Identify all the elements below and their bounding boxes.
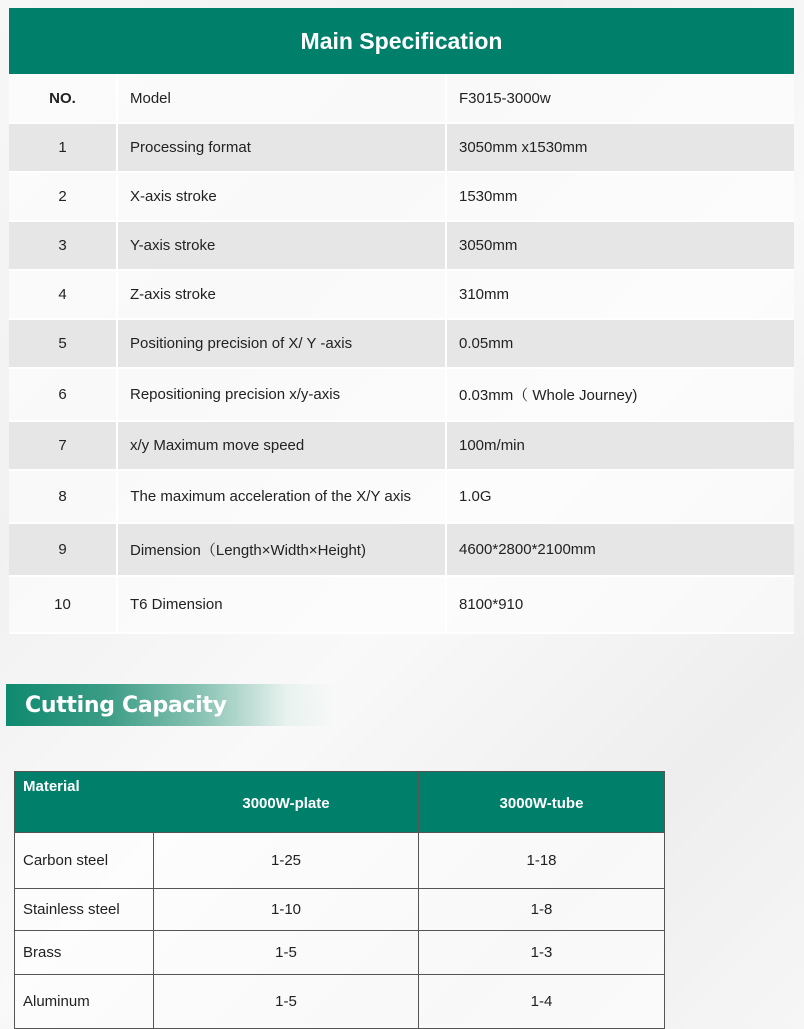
capacity-material: Aluminum xyxy=(15,975,154,1029)
spec-row xyxy=(9,421,794,470)
spec-no: 9 xyxy=(9,523,117,576)
capacity-row xyxy=(15,975,665,1029)
spec-header-no: NO. xyxy=(9,74,117,123)
spec-no: 10 xyxy=(9,576,117,633)
main-specification-table xyxy=(9,74,794,634)
spec-value: 1530mm xyxy=(446,172,794,221)
spec-row xyxy=(9,319,794,368)
cutting-capacity-banner xyxy=(6,684,336,726)
spec-no: 7 xyxy=(9,421,117,470)
cutting-capacity-title: Cutting Capacity xyxy=(25,692,227,718)
spec-row xyxy=(9,172,794,221)
capacity-material: Carbon steel xyxy=(15,833,154,889)
spec-item: Processing format xyxy=(117,123,446,172)
spec-value: 3050mm x1530mm xyxy=(446,123,794,172)
spec-no: 6 xyxy=(9,368,117,421)
spec-no: 4 xyxy=(9,270,117,319)
capacity-header-tube: 3000W-tube xyxy=(419,772,665,833)
spec-value: 4600*2800*2100mm xyxy=(446,523,794,576)
spec-no: 3 xyxy=(9,221,117,270)
spec-header-row xyxy=(9,74,794,123)
spec-value: 8100*910 xyxy=(446,576,794,633)
main-specification-title: Main Specification xyxy=(9,8,794,74)
capacity-material: Brass xyxy=(15,931,154,975)
spec-item: Positioning precision of X/ Y -axis xyxy=(117,319,446,368)
spec-value: 0.03mm（ Whole Journey) xyxy=(446,368,794,421)
spec-row xyxy=(9,221,794,270)
capacity-tube: 1-4 xyxy=(419,975,665,1029)
capacity-tube: 1-8 xyxy=(419,889,665,931)
spec-item: x/y Maximum move speed xyxy=(117,421,446,470)
capacity-header-material: Material xyxy=(15,772,154,833)
spec-header-item: Model xyxy=(117,74,446,123)
capacity-material: Stainless steel xyxy=(15,889,154,931)
capacity-header-row xyxy=(15,772,665,833)
spec-item: The maximum acceleration of the X/Y axis xyxy=(117,470,446,523)
spec-item: X-axis stroke xyxy=(117,172,446,221)
spec-value: 100m/min xyxy=(446,421,794,470)
spec-row xyxy=(9,270,794,319)
capacity-plate: 1-5 xyxy=(154,931,419,975)
capacity-plate: 1-25 xyxy=(154,833,419,889)
spec-item: Dimension（Length×Width×Height) xyxy=(117,523,446,576)
cutting-capacity-table xyxy=(14,771,665,1029)
spec-value: 3050mm xyxy=(446,221,794,270)
spec-item: Y-axis stroke xyxy=(117,221,446,270)
spec-item: Z-axis stroke xyxy=(117,270,446,319)
spec-no: 8 xyxy=(9,470,117,523)
spec-row xyxy=(9,368,794,421)
capacity-plate: 1-10 xyxy=(154,889,419,931)
spec-row xyxy=(9,523,794,576)
spec-no: 5 xyxy=(9,319,117,368)
spec-value: 310mm xyxy=(446,270,794,319)
capacity-header-plate: 3000W-plate xyxy=(154,772,419,833)
capacity-tube: 1-3 xyxy=(419,931,665,975)
capacity-tube: 1-18 xyxy=(419,833,665,889)
spec-row xyxy=(9,123,794,172)
spec-row xyxy=(9,470,794,523)
main-specification-section xyxy=(9,8,794,634)
spec-value: 0.05mm xyxy=(446,319,794,368)
capacity-row xyxy=(15,931,665,975)
spec-item: T6 Dimension xyxy=(117,576,446,633)
capacity-row xyxy=(15,889,665,931)
capacity-row xyxy=(15,833,665,889)
spec-item: Repositioning precision x/y-axis xyxy=(117,368,446,421)
spec-no: 2 xyxy=(9,172,117,221)
spec-no: 1 xyxy=(9,123,117,172)
spec-value: 1.0G xyxy=(446,470,794,523)
capacity-plate: 1-5 xyxy=(154,975,419,1029)
spec-row xyxy=(9,576,794,633)
spec-header-value: F3015-3000w xyxy=(446,74,794,123)
